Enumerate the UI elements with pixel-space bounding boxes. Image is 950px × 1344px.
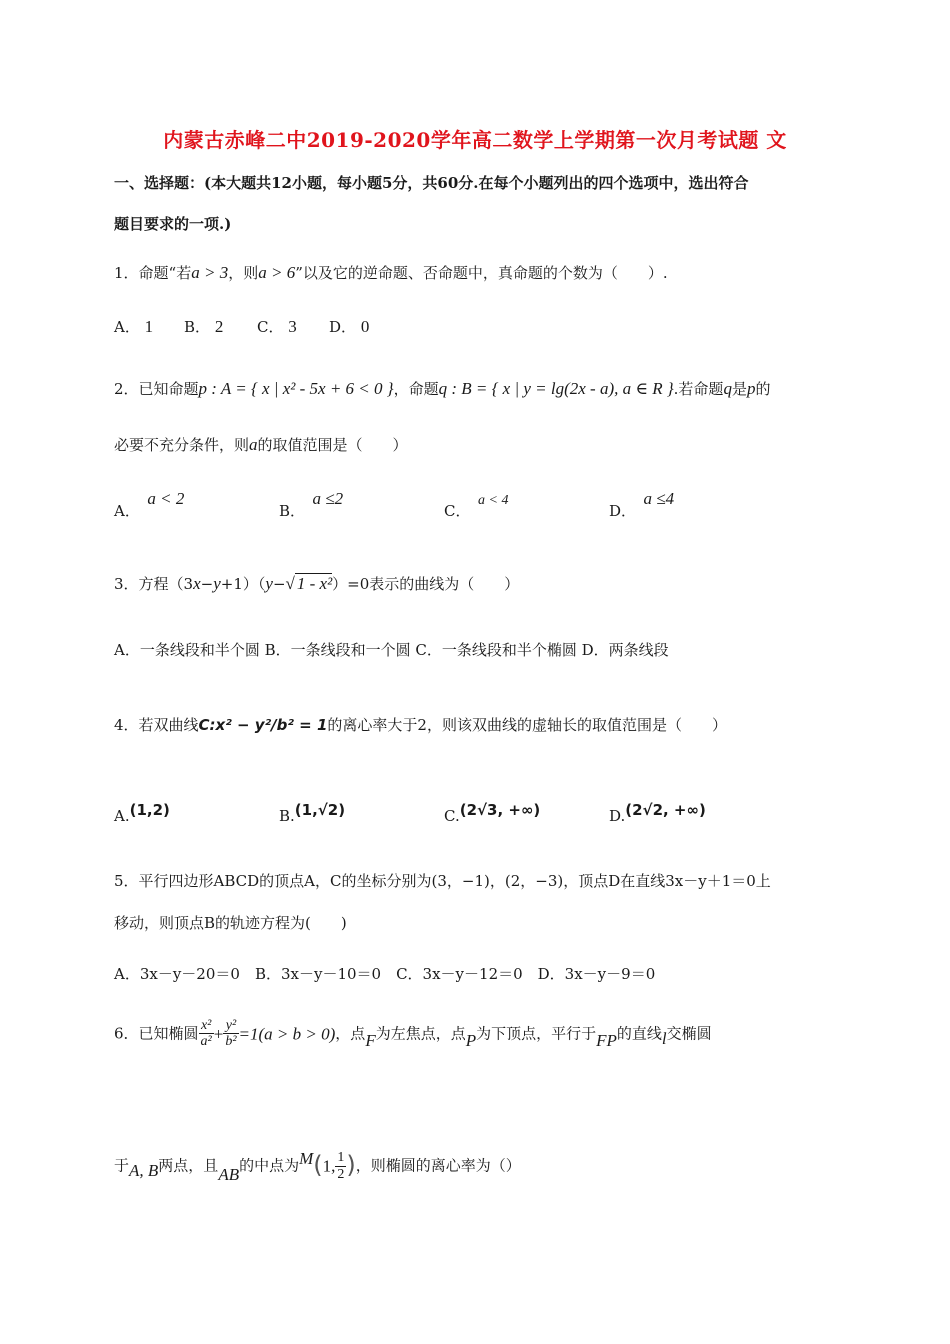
q2-option-c: C． a < 4 [444,493,509,520]
q2-option-d: D． a ≤4 [609,489,675,520]
q2-option-b: B． a ≤2 [279,489,344,520]
question-6-line1: 6．已知椭圆 $\frac{\text{x²}}{\text{a²}}$ + $\frac{\text{y²}}{\text{b²}}$ =1(a > b > 0)，点F为左焦点，点P为下顶点，平行于FP的直线l交椭圆 [114,1018,712,1050]
q1-prefix: 1．命题“若 [114,264,192,282]
q4-option-c: C.(2√3, +∞) [444,801,541,825]
q1-conclusion: a > 6 [258,263,296,282]
question-3-options: A．一条线段和半个圆 B．一条线段和一个圆 C．一条线段和半个椭圆 D．两条线段 [114,641,669,659]
q1-option-c: C． 3 [257,317,297,336]
question-2-line2: 必要不充分条件，则a的取值范围是（ ） [114,435,408,454]
q2-option-a: A． a < 2 [114,489,185,520]
q4-option-d: D.(2√2, +∞) [609,801,706,825]
q1-suffix: ”以及它的逆命题、否命题中，真命题的个数为（ ）. [295,264,668,282]
q1-option-a: A． 1 [114,317,154,336]
q1-option-d: D． 0 [329,317,370,336]
section-heading-line2: 题目要求的一项.) [114,215,232,233]
question-5-line2: 移动，则顶点B的轨迹方程为( ) [114,914,347,932]
question-2-line1: 2．已知命题p : A = { x | x² - 5x + 6 < 0 }，命题q : B = { x | y = lg(2x - a), a ∈ R }.若命题q是p的 [114,379,771,398]
q2-q-set: q : B = { x | y = lg(2x - a), a ∈ R } [438,379,674,398]
question-4: 4．若双曲线C:x² − y²/b² = 1的离心率大于2，则该双曲线的虚轴长的取值范围是（ ） [114,716,727,734]
q1-condition: a > 3 [191,263,229,282]
q6-frac-x: $\frac{\text{x²}}{\text{a²}}$ [200,1018,212,1050]
question-1 [114,262,668,283]
q6-m-frac: $\frac{1}{2}$ [337,1150,345,1182]
q1-option-b: B． 2 [184,317,224,336]
question-6-line2: 于A, B两点，且AB的中点为M(1, $\frac{1}{2}$ )，则椭圆的离心率为（） [114,1149,521,1184]
question-5-line1: 5．平行四边形ABCD的顶点A，C的坐标分别为(3，−1)，(2，−3)，顶点D在直线3x－y＋1＝0上 [114,872,771,890]
section-heading-line1: 一、选择题：(本大题共12小题，每小题5分，共60分.在每个小题列出的四个选项中，选出符合 [114,174,749,192]
page-title: 内蒙古赤峰二中2019-2020学年高二数学上学期第一次月考试题 文 [163,128,787,152]
q3-sqrt-body: 1 - x² [296,574,333,593]
question-3: 3．方程（3x−y+1）（y−√ 1 - x²）=0表示的曲线为（ ） [114,574,520,593]
question-5-options: A．3x－y－20＝0 B．3x－y－10＝0 C．3x－y－12＝0 D．3x－y－9＝0 [114,965,656,983]
q4-hyperbola-formula: C:x² − y²/b² = 1 [198,716,328,734]
q4-option-b: B.(1,√2) [279,801,346,825]
q4-option-a: A.(1,2) [114,801,170,825]
q6-frac-y: $\frac{\text{y²}}{\text{b²}}$ [225,1018,237,1050]
q1-mid: ，则 [228,264,259,282]
q2-p-set: p : A = { x | x² - 5x + 6 < 0 } [198,379,394,398]
